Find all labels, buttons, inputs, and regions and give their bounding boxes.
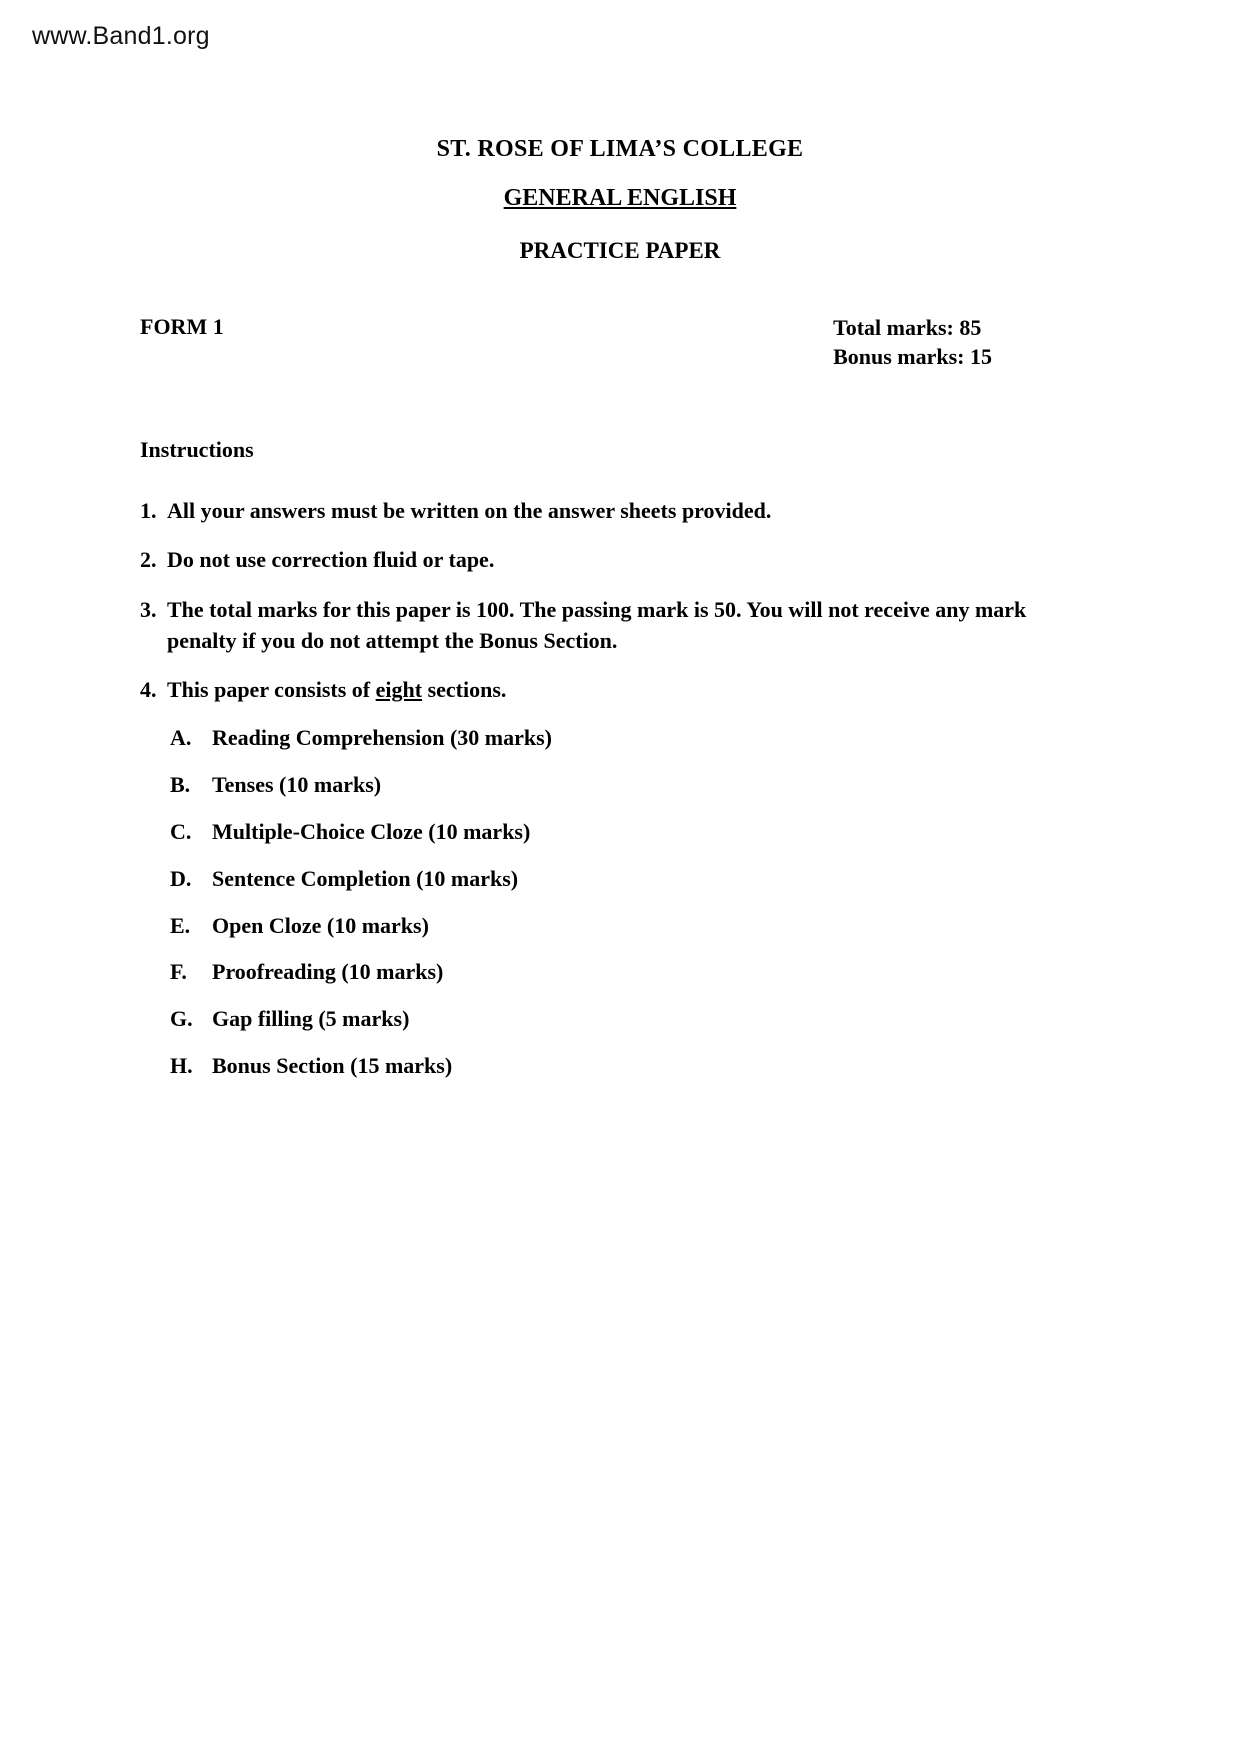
watermark-site-url: www.Band1.org — [32, 22, 210, 50]
section-label: Reading Comprehension (30 marks) — [212, 725, 553, 751]
section-label: Sentence Completion (10 marks) — [212, 865, 519, 891]
paper-type: PRACTICE PAPER — [519, 238, 721, 263]
form-level: FORM 1 — [140, 314, 224, 339]
instruction-text: All your answers must be written on the answer sheets provided. — [167, 498, 772, 524]
instruction-text-after: sections. — [422, 677, 507, 703]
subject-title: GENERAL ENGLISH — [503, 185, 737, 211]
section-letter: B. — [170, 772, 191, 798]
section-item-e — [170, 911, 1100, 942]
section-label: Tenses (10 marks) — [212, 772, 382, 798]
sections-list — [170, 723, 1100, 1081]
document-header — [140, 136, 1100, 264]
document-content — [140, 136, 1100, 1098]
form-and-marks-row — [140, 314, 1100, 371]
section-label: Multiple-Choice Cloze (10 marks) — [212, 818, 531, 844]
instruction-text-emphasis: eight — [375, 677, 423, 703]
section-item-d — [170, 864, 1100, 895]
instruction-number: 1. — [140, 498, 157, 524]
marks-block — [833, 314, 992, 371]
section-item-f — [170, 957, 1100, 988]
section-letter: F. — [170, 959, 187, 985]
section-letter: E. — [170, 912, 191, 938]
section-label: Bonus Section (15 marks) — [212, 1052, 453, 1078]
section-item-h — [170, 1051, 1100, 1082]
instruction-text: The total marks for this paper is 100. The passing mark is 50. You will not receive any mark penalty if you do not attempt the Bonus Section. — [167, 596, 1027, 653]
section-letter: A. — [170, 725, 192, 751]
section-label: Open Cloze (10 marks) — [212, 912, 429, 938]
school-name: ST. ROSE OF LIMA’S COLLEGE — [436, 136, 804, 162]
instruction-text-before: This paper consists of — [167, 677, 376, 703]
instruction-number: 2. — [140, 547, 157, 573]
instruction-number: 4. — [140, 677, 157, 703]
section-item-c — [170, 817, 1100, 848]
instruction-item — [140, 594, 1100, 656]
bonus-marks: Bonus marks: 15 — [833, 343, 992, 369]
instruction-item — [140, 674, 1100, 705]
instruction-number: 3. — [140, 596, 157, 622]
instructions-heading: Instructions — [140, 437, 254, 463]
section-label: Proofreading (10 marks) — [212, 959, 444, 985]
section-letter: D. — [170, 865, 192, 891]
section-letter: C. — [170, 818, 192, 844]
section-item-b — [170, 770, 1100, 801]
instruction-item — [140, 544, 1100, 575]
total-marks: Total marks: 85 — [833, 315, 982, 340]
instruction-text: Do not use correction fluid or tape. — [167, 547, 495, 573]
instruction-text — [167, 674, 1100, 705]
section-item-a — [170, 723, 1100, 754]
section-item-g — [170, 1004, 1100, 1035]
section-letter: H. — [170, 1052, 193, 1078]
section-label: Gap filling (5 marks) — [212, 1006, 410, 1032]
instructions-list — [140, 495, 1100, 1082]
section-letter: G. — [170, 1006, 193, 1032]
instruction-item — [140, 495, 1100, 526]
